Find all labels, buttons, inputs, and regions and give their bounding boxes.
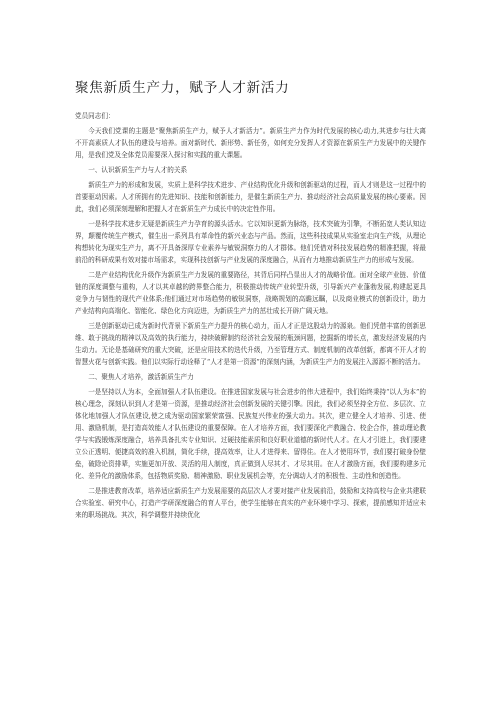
paragraph: 二是推进教育改革，培养适应新质生产力发展需要的高层次人才要对接产业发展前沿，鼓励和支持高校与企业共建联合实验室、研究中心，打造产学研深度融合的育人平台，使学生能够在真实的产业环境中学习、探索，提前感知并适应未来的职场挑战。其次，科学调整并持续优化 bbox=[75, 487, 426, 519]
greeting-line: 党员同志们： bbox=[75, 112, 115, 120]
paragraph: 二是产业结构优化升级作为新质生产力发展的重要路径，其背后同样凸显出人才的战略价值。面对全球产业链、价值链的深度调整与重构，人才以其卓越的跨界整合能力，积极推动传统产业转型升级，引导新兴产业蓬勃发展,构建起更具竞争力与韧性的现代产业体系;他们通过对市场趋势的敏锐洞察，战略规划的高瞻远瞩，以及商业模式的创新设计，助力产业结构向高端化、智能化、绿色化方向迈进，为新质生产力的茁壮成长开辟广阔天地。 bbox=[75, 271, 426, 315]
paragraph: 三是创新驱动已成为新时代背景下新质生产力提升的核心动力，而人才正是这股动力的源泉。他们凭借丰富的创新思维、敢于挑战的精神以及高效的执行能力，持续破解制约经济社会发展的瓶颈问题，挖掘新的增长点，激发经济发展的内生动力。无论是基础研究的重大突破，还是应用技术的迭代升级，乃至管理方式、制度机制的改革创新，都离不开人才的智慧火花与创新实践。他们以实际行动诠释了“人才是第一资源”的深刻内涵，为新质生产力的发展注入源源不断的活力。 bbox=[75, 322, 426, 366]
paragraph: 一是科学技术进步无疑是新质生产力孕育的源头活水。它以知识更新为脉络，技术突破为引擎，不断拓宽人类认知边界，颠覆传统生产模式，催生出一系列具有革命性的新兴业态与产品。然而，这些科技成果从实验室走向生产线，从理论构想转化为现实生产力，离不开具备深厚专业素养与敏锐洞察力的人才群体。他们凭借对科技发展趋势的精准把握，将最前沿的科研成果有效对接市场需求，实现科技创新与产业发展的深度融合，从而有力地推动新质生产力的形成与发展。 bbox=[75, 220, 426, 264]
paragraph: 新质生产力的形成和发展，实质上是科学技术进步、产业结构优化升级和创新驱动的过程，而人才则是这一过程中的首要驱动因素。人才所拥有的先进知识、技能和创新能力，是催生新质生产力、推动经济社会高质量发展的核心要素。因此，我们必须深刻理解和把握人才在新质生产力成长中的决定性作用。 bbox=[75, 181, 426, 213]
document-body bbox=[75, 110, 426, 524]
paragraph: 一是坚持以人为本，全面加强人才队伍建设。在推进国家发展与社会进步的伟大进程中，我们始终秉持“以人为本”的核心理念，深刻认识到人才是第一资源，是推动经济社会创新发展的关键引擎。因此，我们必须坚持全方位、多层次、立体化地加强人才队伍建设,使之成为驱动国家繁荣富强、民族复兴伟业的强大动力。其次，建立健全人才培养、引进、使用、激励机制，是打造高效能人才队伍建设的重要保障。在人才培养方面，我们要深化产教融合、校企合作，推动理论教学与实践锻炼深度融合，培养具备扎实专业知识、过硬技能素质和良好职业道德的新时代人才。在人才引进上，我们要建立公正透明、便捷高效的准入机制，简化手续，提高效率，让人才进得来、留得住。在人才使用环节，我们要打破身份壁垒，破除论资排辈，实施更加开放、灵活的用人制度，真正做到人尽其才、才尽其用。在人才激励方面，我们要构建多元化、差异化的激励体系，包括物质奖励、精神激励、职业发展机会等，充分调动人才的积极性、主动性和创造性。 bbox=[75, 388, 426, 480]
paragraph-intro: 今天我们党课的主题是“聚焦新质生产力，赋予人才新活力”。新质生产力作为时代发展的核心动力,其进步与壮大离不开高素质人才队伍的建设与培养。面对新时代、新形势、新任务，如何充分发挥人才资源在新质生产力发展中的关键作用，是我们党及全体党员需要深入探讨和实践的重大课题。 bbox=[75, 127, 426, 159]
section-heading-2: 二、聚焦人才培养，激活新质生产力 bbox=[88, 373, 194, 381]
document-title: 聚焦新质生产力，赋予人才新活力 bbox=[75, 80, 290, 96]
section-heading-1: 一、认识新质生产力与人才的关系 bbox=[88, 166, 188, 174]
